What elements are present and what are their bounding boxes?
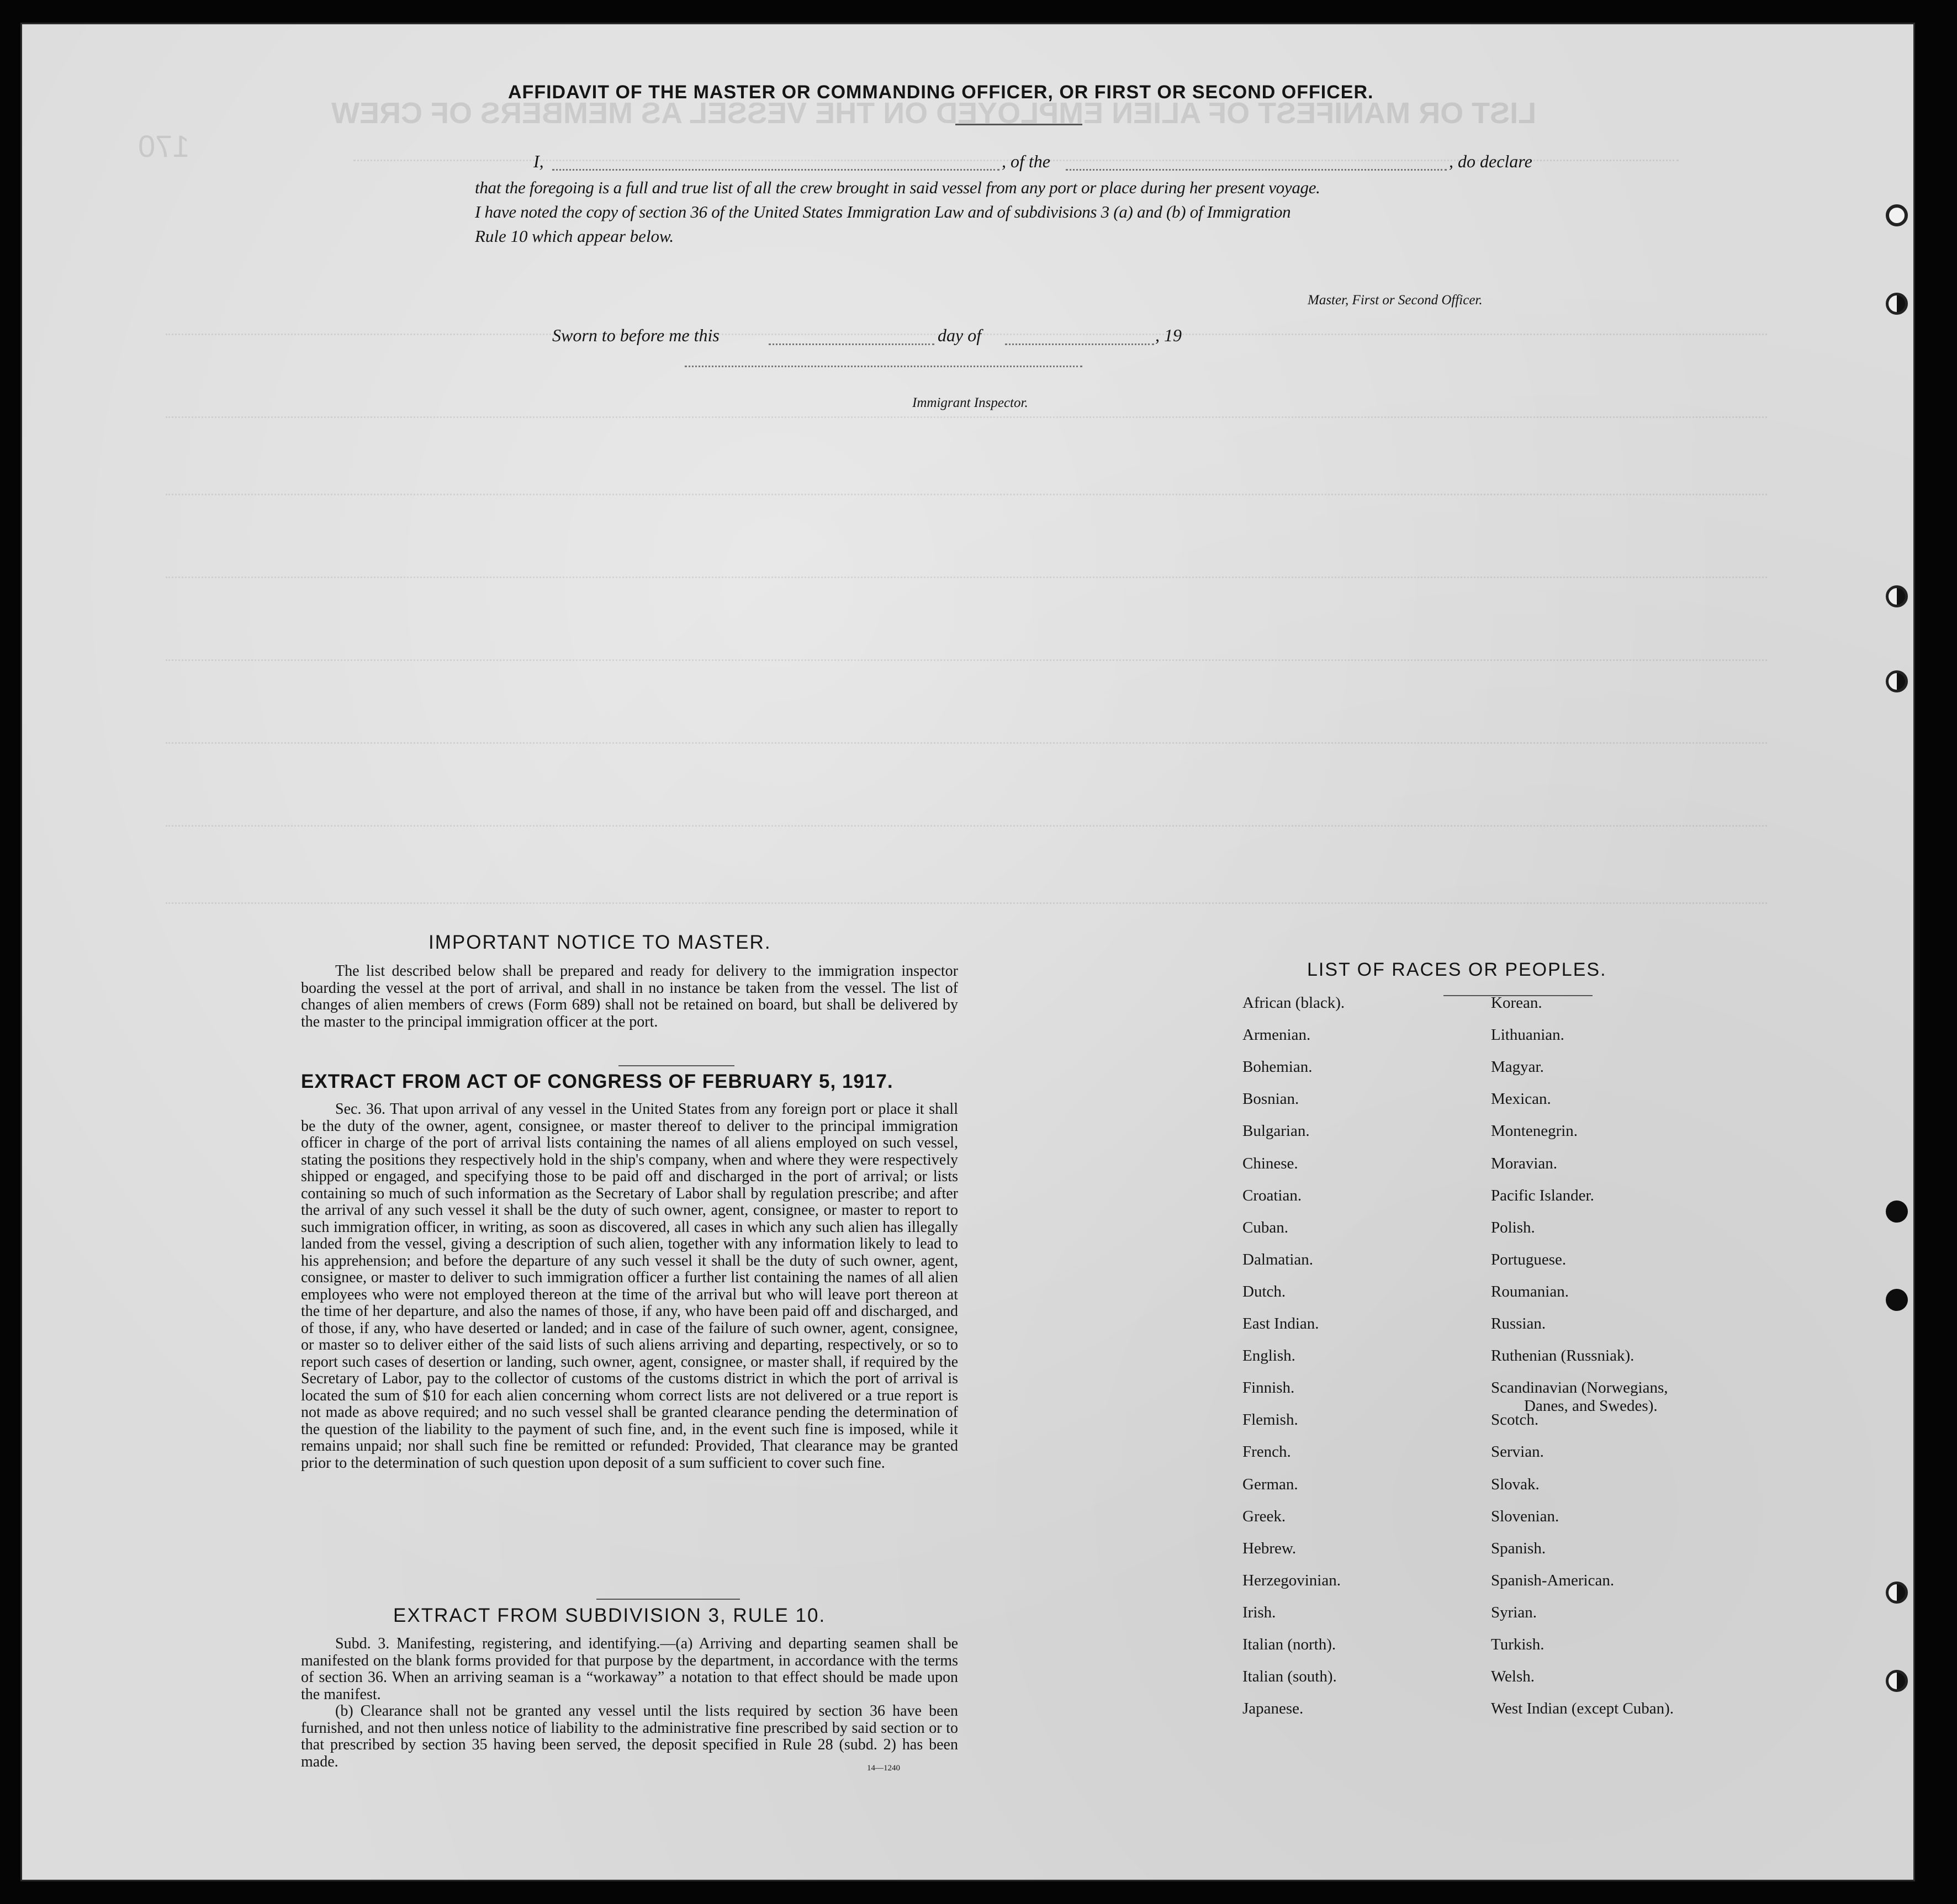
race-item-left: Finnish. (1242, 1379, 1295, 1397)
race-item-right: Montenegrin. (1491, 1122, 1578, 1140)
act-extract-text: Sec. 36. That upon arrival of any vessel in the United States from any foreign port or place it shall be the duty of the owner, agent, consignee, or master thereof to deliver to the principal immigration officer in charge of the port of arrival lists containing the names of all aliens employed on such vessel, stating the positions they respectively hold in the ship's company, when and where they were respectively shipped or engaged, and specifying those to be paid off and discharged in the port of arrival; or lists containing so much of such information as the Secretary of Labor shall by regulation prescribe; and after the arrival of any such vessel it shall be the duty of such owner, agent, consignee, or master to report to such immigration officer, in writing, as soon as discovered, all cases in which any such alien has illegally landed from the vessel, giving a description of such alien, together with any information likely to lead to his apprehension; and before the departure of any such vessel it shall be the duty of such owner, agent, consignee, or master to deliver to such immigration officer a further list containing the names of all alien employees who were not employed thereon at the time of the arrival but who will leave port thereon at the time of her departure, and also the names of those, if any, who have been paid off and discharged, and of those, if any, who have deserted or landed; and in case of the failure of such owner, agent, consignee, or master so to deliver either of the said lists of such aliens arriving and departing, respectively, or so to report such cases of desertion or landing, such owner, agent, consignee, or master shall, if required by the Secretary of Labor, pay to the collector of customs of the customs district in which the port of arrival is located the sum of $10 for each alien concerning whom correct lists are not delivered or a true report is not made as above required; and no such vessel shall be granted clearance pending the determination of the question of the liability to the payment of such fine, and, in the event such fine is imposed, while it remains unpaid; nor shall such fine be remitted or refunded: Provided, That clearance may be granted prior to the determination of such question upon deposit of a sum sufficient to cover such fine. (301, 1101, 958, 1472)
race-item-left: Hebrew. (1242, 1539, 1297, 1557)
notice-title: IMPORTANT NOTICE TO MASTER. (429, 932, 771, 953)
race-item-left: Italian (north). (1242, 1636, 1336, 1653)
race-item-left: Bulgarian. (1242, 1122, 1310, 1140)
bleed-through-line (166, 742, 1767, 744)
race-item-right: Moravian. (1491, 1154, 1557, 1172)
race-item-left: Chinese. (1242, 1154, 1298, 1172)
race-item-left: Flemish. (1242, 1411, 1298, 1429)
race-item-right: Lithuanian. (1491, 1026, 1564, 1044)
affidavit-declaration-line-2: that the foregoing is a full and true list of all the crew brought in said vessel from any port or place during her present voyage. (475, 178, 1320, 197)
race-item-right: Korean. (1491, 994, 1542, 1012)
race-item-left: East Indian. (1242, 1315, 1319, 1332)
race-item-right: Roumanian. (1491, 1282, 1569, 1300)
race-item-right: Spanish. (1491, 1539, 1546, 1557)
punch-hole (1886, 293, 1908, 315)
punch-hole (1886, 1670, 1908, 1692)
act-extract-rule (596, 1599, 740, 1600)
race-item-left: Bosnian. (1242, 1090, 1299, 1108)
race-item-right: Syrian. (1491, 1603, 1537, 1621)
bleed-through-line (166, 825, 1767, 827)
affidavit-of-the-label: , of the (1002, 151, 1050, 171)
notice-text: The list described below shall be prepared and ready for delivery to the immigration inspector boarding the vessel at the port of arrival, and shall in no instance be taken from the vessel. The list of changes of alien members of crews (Form 689) shall not be retained on board, but shall be delivered by the master to the principal immigration officer at the port. (301, 962, 958, 1030)
race-item-right: Mexican. (1491, 1090, 1551, 1108)
race-item-right: Spanish-American. (1491, 1571, 1615, 1589)
race-item-left: Dutch. (1242, 1282, 1286, 1300)
race-item-left: Italian (south). (1242, 1668, 1337, 1686)
race-item-right: Polish. (1491, 1218, 1535, 1236)
race-item-left: African (black). (1242, 994, 1345, 1012)
punch-hole (1886, 204, 1908, 226)
race-item-right: Turkish. (1491, 1636, 1545, 1653)
race-item-right: Scotch. (1491, 1411, 1539, 1429)
affidavit-declaration-line-4: Rule 10 which appear below. (475, 226, 674, 246)
race-item-right: Ruthenian (Russniak). (1491, 1347, 1635, 1365)
race-item-right: Magyar. (1491, 1058, 1544, 1076)
race-item-left: Armenian. (1242, 1026, 1311, 1044)
affidavit-i-label: I, (533, 151, 544, 171)
punch-hole (1886, 1582, 1908, 1604)
race-item-left: German. (1242, 1475, 1298, 1493)
affidavit-declaration-line-3: I have noted the copy of section 36 of the United States Immigration Law and of subdivisions 3 (a) and (b) of Immigration (475, 202, 1291, 221)
affidavit-title-rule (955, 124, 1082, 125)
race-item-right: Russian. (1491, 1315, 1546, 1332)
race-item-left: Dalmatian. (1242, 1250, 1314, 1268)
inspector-caption: Immigrant Inspector. (912, 395, 1028, 410)
bleed-through-line (166, 416, 1767, 418)
race-item-right: Welsh. (1491, 1668, 1535, 1686)
race-item-left: French. (1242, 1443, 1291, 1461)
race-item-left: English. (1242, 1347, 1295, 1365)
race-item-right: Scandinavian (Norwegians, (1491, 1379, 1668, 1397)
affidavit-title: AFFIDAVIT OF THE MASTER OR COMMANDING OFFICER, OR FIRST OR SECOND OFFICER. (508, 82, 1374, 103)
rule-extract-para-a: Subd. 3. Manifesting, registering, and identifying.—(a) Arriving and departing seamen shall be manifested on the blank forms provided for that purpose by the department, in accordance with the terms of section 36. When an arriving seaman is a “workaway” a notation to that effect should be made upon the manifest. (301, 1635, 958, 1703)
bleed-through-line (166, 494, 1767, 495)
race-item-left: Cuban. (1242, 1218, 1288, 1236)
race-item-right: Slovak. (1491, 1475, 1540, 1493)
race-item-left: Japanese. (1242, 1700, 1304, 1718)
race-item-scandinavian-continued: Danes, and Swedes). (1524, 1397, 1658, 1415)
bleed-through-heading: LIST OR MANIFEST OF ALIEN EMPLOYED ON THE VESSEL AS MEMBERS OF CREW (331, 97, 1537, 130)
punch-hole (1886, 1200, 1908, 1223)
affidavit-vessel-line[interactable] (1066, 169, 1447, 171)
race-item-left: Irish. (1242, 1603, 1276, 1621)
punch-hole (1886, 670, 1908, 692)
affidavit-do-declare-label: , do declare (1449, 151, 1532, 171)
punch-hole (1886, 585, 1908, 607)
day-of-label: day of (938, 325, 982, 345)
bleed-through-line (166, 577, 1767, 578)
race-item-left: Croatian. (1242, 1186, 1302, 1204)
master-signature-caption: Master, First or Second Officer. (1308, 293, 1483, 308)
inspector-signature-line[interactable] (685, 366, 1082, 367)
bleed-through-number: 170 (138, 129, 190, 163)
punch-hole (1886, 1289, 1908, 1311)
race-item-right: Portuguese. (1491, 1250, 1567, 1268)
bleed-through-line (166, 659, 1767, 661)
sworn-label: Sworn to before me this (552, 325, 720, 345)
year-label: , 19 (1155, 325, 1182, 345)
race-item-right: West Indian (except Cuban). (1491, 1700, 1674, 1718)
sworn-date-line[interactable] (769, 343, 934, 345)
race-item-right: Pacific Islander. (1491, 1186, 1594, 1204)
bleed-through-line (166, 902, 1767, 904)
race-item-right: Slovenian. (1491, 1507, 1559, 1525)
sworn-month-line[interactable] (1005, 343, 1154, 345)
race-item-left: Herzegovinian. (1242, 1571, 1341, 1589)
rule-extract-para-b: (b) Clearance shall not be granted any vessel until the lists required by section 36 have been furnished, and not then unless notice of liability to the administrative fine prescribed by said section or to that prescribed by section 35 having been served, the deposit specified in Rule 28 (subd. 2) has been made. (301, 1702, 958, 1770)
race-item-right: Servian. (1491, 1443, 1544, 1461)
rule-extract-title: EXTRACT FROM SUBDIVISION 3, RULE 10. (393, 1605, 826, 1626)
races-title: LIST OF RACES OR PEOPLES. (1307, 959, 1607, 980)
form-number: 14—1240 (867, 1764, 900, 1773)
race-item-left: Greek. (1242, 1507, 1286, 1525)
document-page (22, 24, 1913, 1880)
notice-rule (618, 1065, 734, 1066)
affidavit-name-line[interactable] (552, 169, 999, 171)
act-extract-title: EXTRACT FROM ACT OF CONGRESS OF FEBRUARY 5, 1917. (301, 1071, 893, 1092)
race-item-left: Bohemian. (1242, 1058, 1313, 1076)
